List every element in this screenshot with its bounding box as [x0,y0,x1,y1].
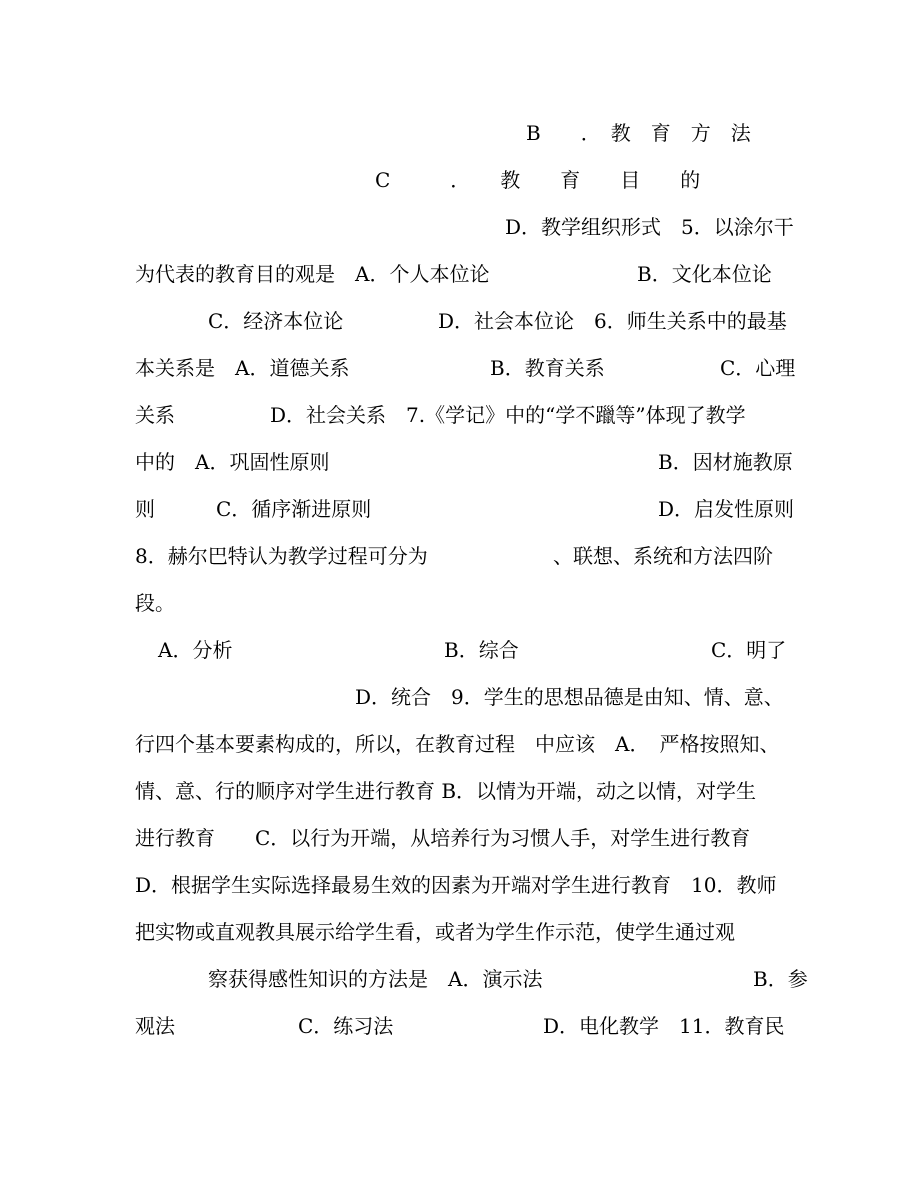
text-segment: 察获得感性知识的方法是 A．演示法 [208,967,543,991]
text-line [0,494,920,524]
text-segment: C．循序渐进原则 [216,497,372,521]
text-line [0,259,920,289]
text-segment: D．根据学生实际选择最易生效的因素为开端对学生进行教育 10．教师 [135,873,777,897]
text-segment: 本关系是 A．道德关系 [135,356,350,380]
text-segment: B．教育关系 [490,356,605,380]
text-segment: D．统合 9．学生的思想品德是由知、情、意、 [355,685,784,709]
text-segment: 中的 A．巩固性原则 [135,450,330,474]
text-segment: 情、意、行的顺序对学生进行教育 B．以情为开端，动之以情，对学生 [135,779,757,803]
text-segment: 为代表的教育目的观是 A．个人本位论 [135,262,490,286]
text-line [0,964,920,994]
text-segment: B．因材施教原 [658,450,793,474]
text-segment: D．社会本位论 6．师生关系中的最基 [438,309,787,333]
text-segment: D．启发性原则 [658,497,795,521]
text-segment: 行四个基本要素构成的，所以，在教育过程 中应该 A． 严格按照知、 [135,732,780,756]
text-segment: 观法 [135,1014,175,1038]
text-segment: 进行教育 C．以行为开端，从培养行为习惯人手，对学生进行教育 [135,826,751,850]
text-line [0,870,920,900]
text-line [0,541,920,571]
text-line [0,635,920,665]
text-segment: A．分析 [158,638,233,662]
text-segment: 则 [135,497,155,521]
text-segment: 段。 [135,591,175,615]
text-segment: 8．赫尔巴特认为教学过程可分为 [135,544,428,568]
text-segment: D．社会关系 7.《学记》中的“学不躐等”体现了教学 [270,403,746,427]
text-line [0,447,920,477]
text-segment: B ． 教 育 方 法 [526,121,751,145]
text-segment: C．心理 [720,356,796,380]
text-segment: C ． 教 育 目 的 [375,168,701,192]
text-segment: 把实物或直观教具展示给学生看，或者为学生作示范，使学生通过观 [135,920,735,944]
text-segment: B．参 [753,967,808,991]
text-segment: 关系 [135,403,175,427]
text-segment: C．经济本位论 [208,309,344,333]
text-line [0,118,920,148]
text-segment: B．文化本位论 [637,262,772,286]
text-line [0,588,920,618]
text-line [0,306,920,336]
text-line [0,917,920,947]
text-segment: 、联想、系统和方法四阶 [553,544,773,568]
text-line [0,776,920,806]
text-segment: D．教学组织形式 5．以涂尔干 [505,215,794,239]
text-line [0,823,920,853]
text-line [0,212,920,242]
text-line [0,165,920,195]
text-line [0,400,920,430]
text-line [0,729,920,759]
text-segment: C．练习法 [298,1014,394,1038]
text-line [0,1011,920,1041]
text-line [0,682,920,712]
text-line [0,353,920,383]
text-segment: B．综合 [444,638,519,662]
text-segment: D．电化教学 11．教育民 [543,1014,785,1038]
text-segment: C．明了 [711,638,787,662]
